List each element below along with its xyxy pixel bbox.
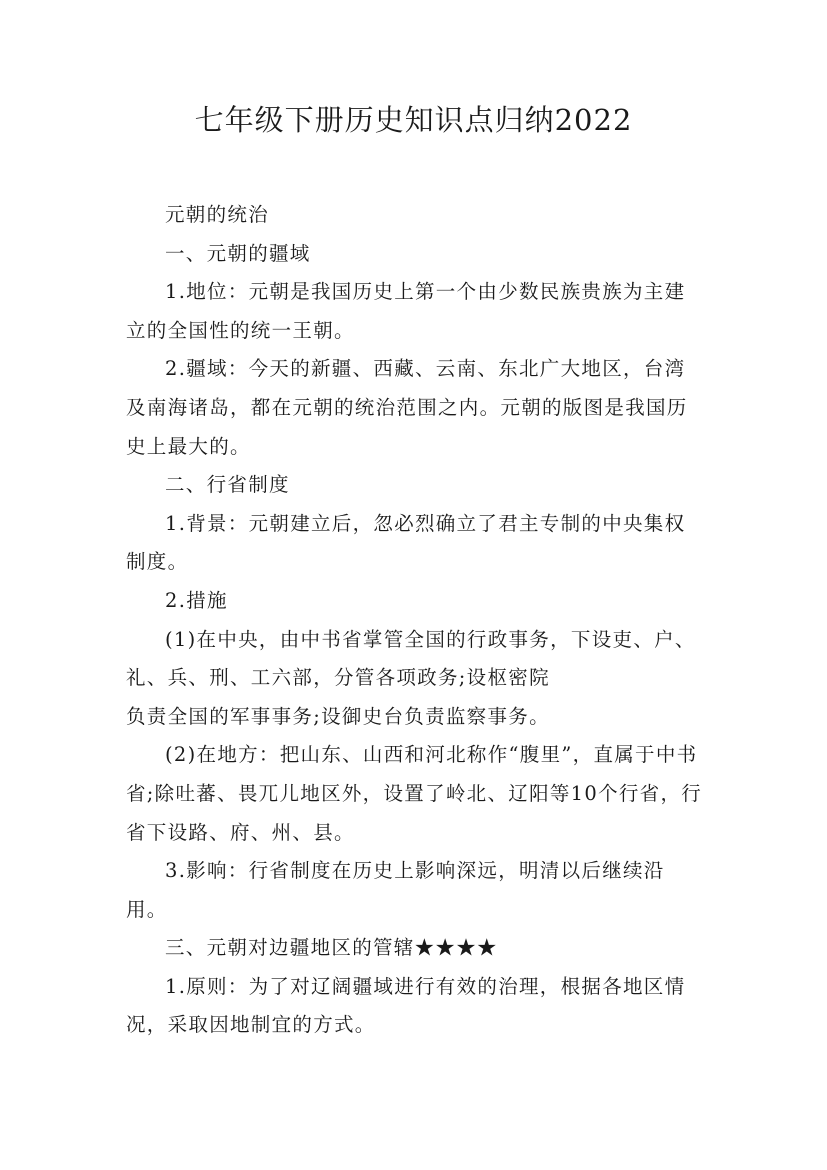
paragraph-principle: 1.原则：为了对辽阔疆域进行有效的治理，根据各地区情况，采取因地制宜的方式。 [126, 974, 686, 1037]
paragraph-heading-border-rule: 三、元朝对边疆地区的管辖★★★★ [165, 936, 498, 960]
paragraph-influence: 3.影响：行省制度在历史上影响深远，明清以后继续沿用。 [126, 859, 665, 921]
document-body [126, 196, 704, 1045]
paragraph-measure-central-continued: 负责全国的军事事务;设御史台负责监察事务。 [126, 704, 550, 728]
paragraph-heading-province-system: 二、行省制度 [165, 473, 290, 497]
paragraph-measure-local: (2)在地方：把山东、山西和河北称作“腹里”，直属于中书省;除吐蕃、畏兀儿地区外，设置了岭北、辽阳等10个行省，行省下设路、府、州、县。 [126, 743, 703, 844]
paragraph-heading-territory: 一、元朝的疆域 [165, 241, 311, 265]
paragraph-background: 1.背景：元朝建立后，忽必烈确立了君主专制的中央集权制度。 [126, 511, 686, 574]
paragraph-measures: 2.措施 [165, 588, 228, 612]
paragraph-status: 1.地位：元朝是我国历史上第一个由少数民族贵族为主建立的全国性的统一王朝。 [126, 280, 686, 342]
paragraph-section-heading: 元朝的统治 [165, 203, 270, 226]
paragraph-measure-central: (1)在中央，由中书省掌管全国的行政事务，下设吏、户、礼、兵、刑、工六部，分管各项政务;设枢密院 [126, 627, 696, 690]
paragraph-territory: 2.疆域：今天的新疆、西藏、云南、东北广大地区，台湾及南海诸岛，都在元朝的统治范围之内。元朝的版图是我国历史上最大的。 [126, 357, 688, 458]
page-title: 七年级下册历史知识点归纳2022 [194, 103, 633, 137]
